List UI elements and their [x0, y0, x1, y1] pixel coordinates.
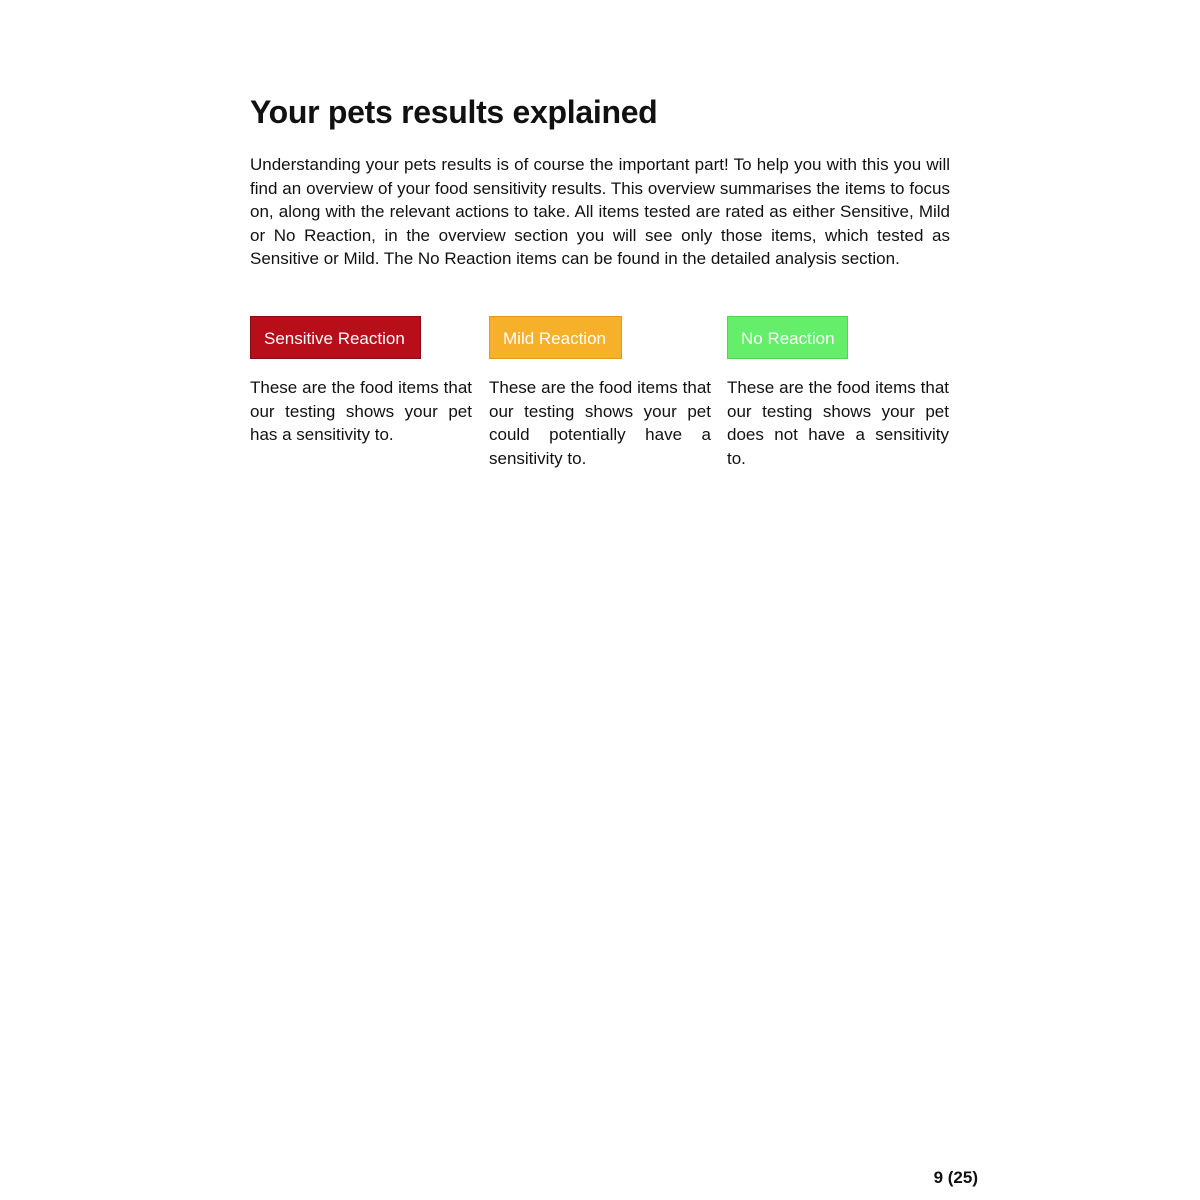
no-reaction-description: These are the food items that our testing shows your pet does not have a sensitivity to.	[727, 378, 949, 468]
sensitive-reaction-badge: Sensitive Reaction	[250, 316, 421, 359]
intro-paragraph: Understanding your pets results is of course the important part! To help you with this you will find an overview of your food sensitivity results. This overview summarises the items to focus on, along with the relevant actions to take. All items tested are rated as either Sensitive, Mild or No Reaction, in the overview section you will see only those items, which tested as Sensitive or Mild. The No Reaction items can be found in the detailed analysis section.	[250, 155, 950, 269]
mild-reaction-description: These are the food items that our testing shows your pet could potentially have a sensitivity to.	[489, 378, 711, 468]
sensitive-reaction-description: These are the food items that our testing shows your pet has a sensitivity to.	[250, 378, 472, 445]
page-title: Your pets results explained	[250, 94, 658, 130]
legend-item-mild	[489, 316, 711, 470]
mild-reaction-badge: Mild Reaction	[489, 316, 622, 359]
legend-item-sensitive	[250, 316, 472, 447]
reaction-legend	[250, 316, 950, 516]
legend-item-none	[727, 316, 949, 470]
page-number: 9 (25)	[933, 1168, 978, 1187]
no-reaction-badge: No Reaction	[727, 316, 848, 359]
